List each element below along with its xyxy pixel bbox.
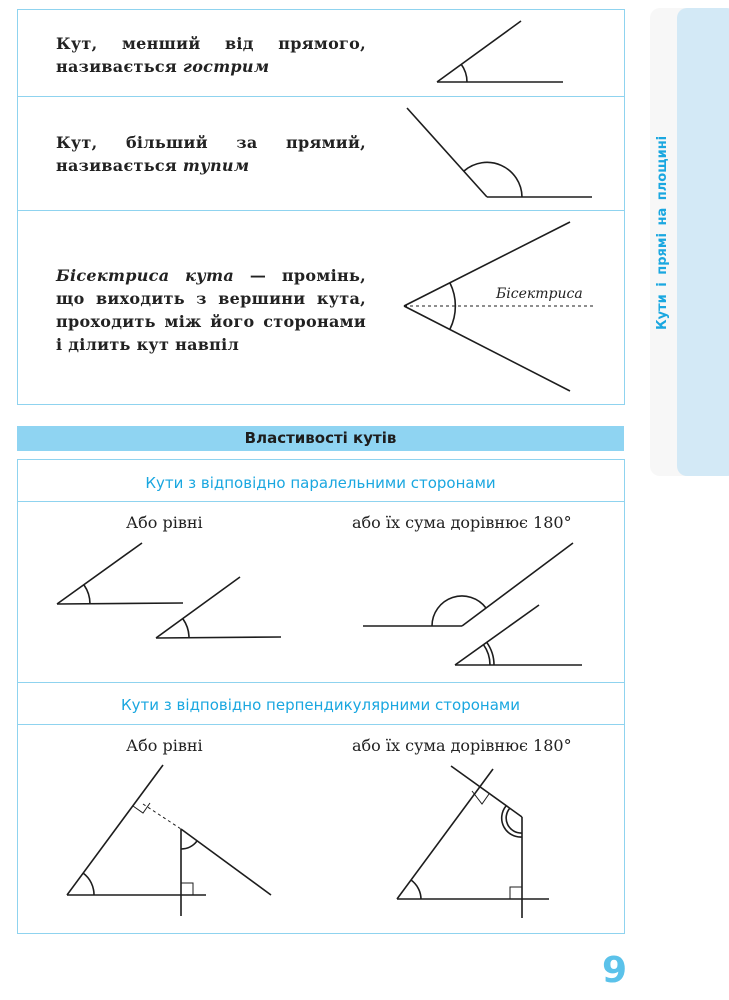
parallel-right-caption: або їх сума дорівнює 180° xyxy=(352,513,572,532)
definition-acute: Кут, менший від прямого, називається гострим xyxy=(56,34,366,76)
perpendicular-supplementary-diagram xyxy=(397,766,549,918)
definition-bisector: Бісектриса кута — промінь, що виходить з вершини кута, проходить між його сторонами і ділить кут навпіл xyxy=(56,266,366,354)
bisector-diagram xyxy=(404,222,596,391)
obtuse-angle-diagram xyxy=(407,108,592,197)
perpendicular-right-caption: або їх сума дорівнює 180° xyxy=(352,736,572,755)
perpendicular-title: Кути з відповідно перпендикулярними сторонами xyxy=(121,696,520,714)
side-tab-label: Кути і прямі на площині xyxy=(655,135,670,330)
parallel-left-caption: Або рівні xyxy=(126,513,203,532)
perpendicular-left-caption: Або рівні xyxy=(126,736,203,755)
perpendicular-equal-diagram xyxy=(67,765,271,916)
bisector-label: Бісектриса xyxy=(496,286,583,302)
page-number: 9 xyxy=(602,950,628,991)
section-title: Властивості кутів xyxy=(17,426,624,451)
parallel-title: Кути з відповідно паралельними сторонами xyxy=(145,474,496,492)
parallel-equal-diagram xyxy=(57,543,281,638)
definition-obtuse: Кут, більший за прямий, називається тупим xyxy=(56,133,366,175)
parallel-supplementary-diagram xyxy=(363,543,582,665)
acute-angle-diagram xyxy=(437,21,563,82)
